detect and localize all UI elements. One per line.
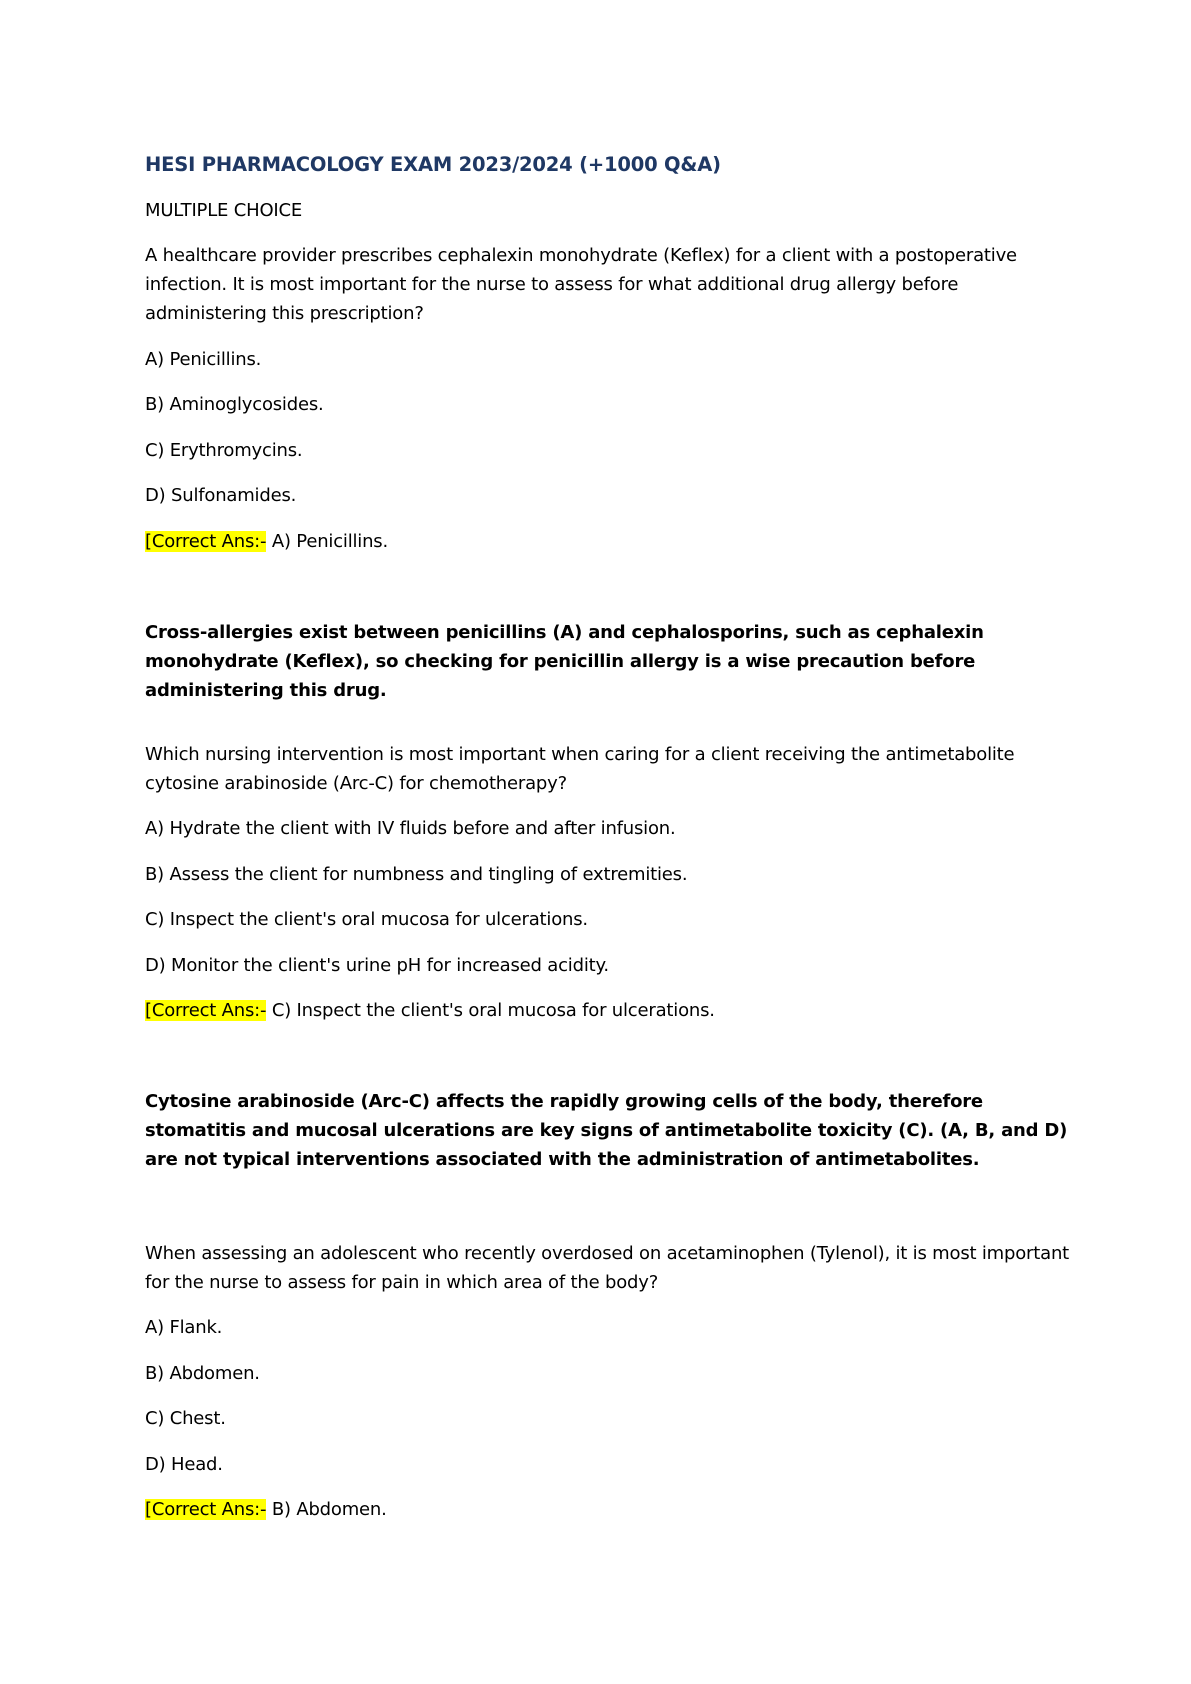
correct-answer-label: [Correct Ans:-: [145, 1499, 267, 1520]
question-2-option-d: D) Monitor the client's urine pH for increased acidity.: [145, 955, 609, 976]
question-3-option-a: A) Flank.: [145, 1317, 223, 1338]
question-1-stem: A healthcare provider prescribes cephalexin monohydrate (Keflex) for a client with a postoperative infection. It is most important for the nurse to assess for what additional drug allergy before administering this prescription?: [145, 245, 1017, 324]
question-1-rationale: Cross-allergies exist between penicillins (A) and cephalosporins, such as cephalexin monohydrate (Keflex), so checking for penicillin allergy is a wise precaution before administering this drug.: [145, 622, 984, 701]
question-3-correct-answer: [145, 1495, 1075, 1524]
correct-answer-label: [Correct Ans:-: [145, 531, 267, 552]
section-heading: MULTIPLE CHOICE: [145, 200, 303, 221]
question-2-stem: Which nursing intervention is most important when caring for a client receiving the antimetabolite cytosine arabinoside (Arc-C) for chemotherapy?: [145, 744, 1015, 794]
question-2-option-a: A) Hydrate the client with IV fluids before and after infusion.: [145, 818, 676, 839]
correct-answer-value: C) Inspect the client's oral mucosa for ulcerations.: [271, 1000, 715, 1021]
question-3-option-b: B) Abdomen.: [145, 1363, 260, 1384]
question-3-option-c: C) Chest.: [145, 1408, 226, 1429]
question-1-option-b: B) Aminoglycosides.: [145, 394, 324, 415]
question-2-rationale: Cytosine arabinoside (Arc-C) affects the rapidly growing cells of the body, therefore stomatitis and mucosal ulcerations are key signs of antimetabolite toxicity (C). (A, B, and D) are not typical interventions associated with the administration of antimetabolites.: [145, 1091, 1068, 1170]
question-1-correct-answer: [145, 527, 1075, 556]
document-title: HESI PHARMACOLOGY EXAM 2023/2024 (+1000 Q&A): [145, 153, 721, 176]
correct-answer-label: [Correct Ans:-: [145, 1000, 267, 1021]
question-1-option-d: D) Sulfonamides.: [145, 485, 297, 506]
question-2-correct-answer: [145, 996, 1075, 1025]
question-1-option-a: A) Penicillins.: [145, 349, 262, 370]
correct-answer-value: B) Abdomen.: [271, 1499, 387, 1520]
question-3-option-d: D) Head.: [145, 1454, 223, 1475]
question-2-option-b: B) Assess the client for numbness and tingling of extremities.: [145, 864, 688, 885]
correct-answer-value: A) Penicillins.: [271, 531, 389, 552]
question-2-option-c: C) Inspect the client's oral mucosa for ulcerations.: [145, 909, 588, 930]
question-1-option-c: C) Erythromycins.: [145, 440, 303, 461]
question-3-stem: When assessing an adolescent who recently overdosed on acetaminophen (Tylenol), it is most important for the nurse to assess for pain in which area of the body?: [145, 1243, 1070, 1293]
